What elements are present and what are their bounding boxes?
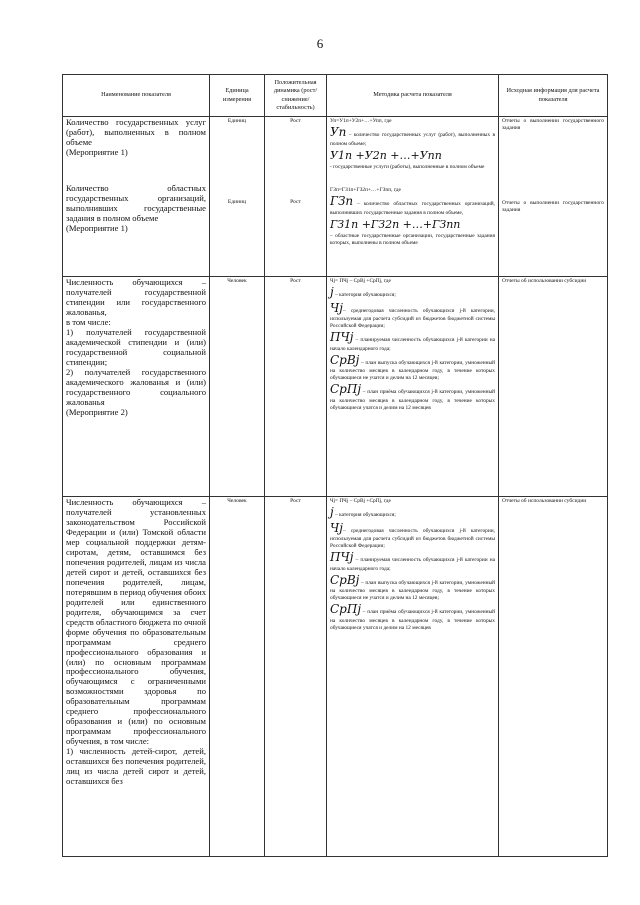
formula-description: – количество государственных услуг (работ), выполненных в полном объеме; bbox=[330, 132, 495, 147]
formula-symbol: СрПj bbox=[330, 382, 362, 397]
formula-symbol: СрВj bbox=[330, 572, 360, 587]
formula-symbol: ПЧj bbox=[330, 330, 354, 345]
dynamics-value: Рост bbox=[290, 118, 301, 124]
formula-description: – категория обучающихся; bbox=[333, 292, 396, 299]
cell-source: Отчеты об использовании субсидии bbox=[499, 277, 608, 497]
formula-sum: У1п +У2п +…+Упп bbox=[330, 148, 442, 162]
cell-name bbox=[63, 117, 210, 277]
header-method: Методика расчета показателя bbox=[327, 75, 499, 117]
header-name: Наименование показателя bbox=[63, 75, 210, 117]
indicator-name: Количество областных государственных организаций, выполнивших государственные задания в полном объеме bbox=[66, 182, 206, 223]
formula-sum: ГЗ1п +ГЗ2п +…+ГЗпп bbox=[330, 217, 461, 231]
formula-description: – план выпуска обучающихся j-й категории, умноженный на количество месяцев в календарном году, в течение которых обучающиеся не учатся и делим на 12 месяцев; bbox=[330, 359, 495, 382]
formula-description: – план приёма обучающихся j-й категории, умноженный на количество месяцев в календарном году, в течение которых обучающиеся учатся и делим на 12 месяцев bbox=[330, 609, 495, 632]
formula-description: - государственные услуги (работы), выполненные в полном объеме bbox=[330, 163, 485, 170]
dynamics-value: Рост bbox=[290, 199, 301, 206]
event-label: (Мероприятие 2) bbox=[66, 406, 128, 417]
formula-description: – план приёма обучающихся j-й категории, умноженный на количество месяцев в календарном году, в течение которых обучающиеся учатся и делим на 12 месяцев bbox=[330, 389, 495, 412]
cell-dynamics bbox=[265, 117, 327, 277]
cell-name bbox=[63, 497, 210, 857]
unit-value: Единиц bbox=[227, 118, 247, 124]
table-header-row bbox=[63, 75, 608, 117]
cell-name bbox=[63, 277, 210, 497]
cell-dynamics: Рост bbox=[265, 497, 327, 857]
formula-symbol: j bbox=[330, 285, 334, 300]
unit-value: Единиц bbox=[227, 199, 247, 206]
table-row bbox=[63, 117, 608, 277]
event-label: (Мероприятие 1) bbox=[66, 146, 128, 157]
indicator-name: Численность обучающихся – получателей установленных законодательством Российской Федерации и (или) Томской области мер социальной поддержки детям-сиротам, детям, оставшимся без попечения родителей, лицам из числа детей сирот и детей, оставшихся без попечения родителей, лицам, потерявшим в период обучения обоих родителей или единственного родителя, обучающимся за счет средств областного бюджета по очной форме обучения по образовательным программам среднего профессионального образования и (или) по основным программам профессионального обучения, обучающимся с ограниченными возможностями здоровья по образовательным программам среднего профессионального образования и (или) по основным программам профессионального обучения, в том числе: bbox=[66, 497, 206, 747]
cell-unit: Человек bbox=[210, 497, 265, 857]
formula-description: – категория обучающихся; bbox=[333, 512, 396, 519]
page-number: 6 bbox=[316, 36, 324, 51]
cell-source bbox=[499, 117, 608, 277]
formula-symbol: Чj bbox=[330, 300, 343, 315]
formula-symbol: ГЗп bbox=[330, 193, 354, 208]
indicator-name: Численность обучающихся – получателей государственной стипендии или государственного жалованья, bbox=[66, 277, 206, 317]
formula-description: – областные государственные организации, государственные задания которых, выполнены в полном объеме bbox=[330, 232, 495, 246]
formula-symbol: j bbox=[330, 505, 334, 520]
source-text: Отчеты о выполнении государственного задания bbox=[502, 118, 604, 132]
indicator-name: Количество государственных услуг (работ), выполненных в полном объеме bbox=[66, 117, 206, 147]
formula-symbol: Чj bbox=[330, 520, 343, 535]
table-row bbox=[63, 277, 608, 497]
cell-unit: Человек bbox=[210, 277, 265, 497]
name-line: 2) получателей государственного академического жалованья и (или) государственного социального жалованья bbox=[66, 366, 206, 407]
cell-dynamics: Рост bbox=[265, 277, 327, 497]
name-line: 1) получателей государственной академической стипендии и (или) государственной социальной стипендии; bbox=[66, 326, 206, 367]
name-line: 1) численность детей-сирот, детей, оставшихся без попечения родителей, лиц из числа детей сирот и детей, оставшихся без bbox=[66, 746, 206, 787]
header-unit: Единица измерения bbox=[210, 75, 265, 117]
formula: Уп=У1п+У2п+…+Упп, где bbox=[330, 118, 392, 124]
formula: Чj= ПЧj – СрВj +СрПj, где bbox=[330, 498, 391, 504]
formula-description: – среднегодовая численность обучающихся j-й категории, используемая для расчета субсидий из бюджетов бюджетной системы Российской Федерации; bbox=[330, 307, 495, 330]
cell-method bbox=[327, 497, 499, 857]
formula-symbol: СрВj bbox=[330, 352, 360, 367]
formula-description: – планируемая численность обучающихся j-й категории на начало календарного года; bbox=[330, 337, 495, 352]
header-source: Исходная информация для расчета показателя bbox=[499, 75, 608, 117]
formula-description: – среднегодовая численность обучающихся j-й категории, используемая для расчета субсидий из бюджетов бюджетной системы Российской Федерации; bbox=[330, 527, 495, 550]
formula-description: – количество областных государственных организаций, выполнивших государственные задания в полном объеме, bbox=[330, 200, 495, 216]
cell-method bbox=[327, 117, 499, 277]
formula: Чj= ПЧj – СрВj +СрПj, где bbox=[330, 278, 391, 284]
formula-symbol: ПЧj bbox=[330, 550, 354, 565]
formula-description: – план выпуска обучающихся j-й категории, умноженный на количество месяцев в календарном году, в течение которых обучающиеся не учатся и делим на 12 месяцев; bbox=[330, 579, 495, 602]
header-dynamics: Положительная динамика (рост/снижение/ стабильность) bbox=[265, 75, 327, 117]
formula-symbol: СрПj bbox=[330, 602, 362, 617]
formula-description: – планируемая численность обучающихся j-й категории на начало календарного года; bbox=[330, 557, 495, 572]
cell-method bbox=[327, 277, 499, 497]
name-line: в том числе: bbox=[66, 316, 111, 327]
cell-source: Отчеты об использовании субсидии bbox=[499, 497, 608, 857]
table-row bbox=[63, 497, 608, 857]
indicators-table bbox=[62, 74, 608, 857]
formula-symbol: Уп bbox=[330, 125, 347, 140]
cell-unit bbox=[210, 117, 265, 277]
formula: ГЗп=ГЗ1п+ГЗ2п+…+ГЗпп, где bbox=[330, 186, 401, 193]
event-label: (Мероприятие 1) bbox=[66, 222, 128, 233]
source-text: Отчеты о выполнении государственного задания bbox=[502, 200, 604, 214]
